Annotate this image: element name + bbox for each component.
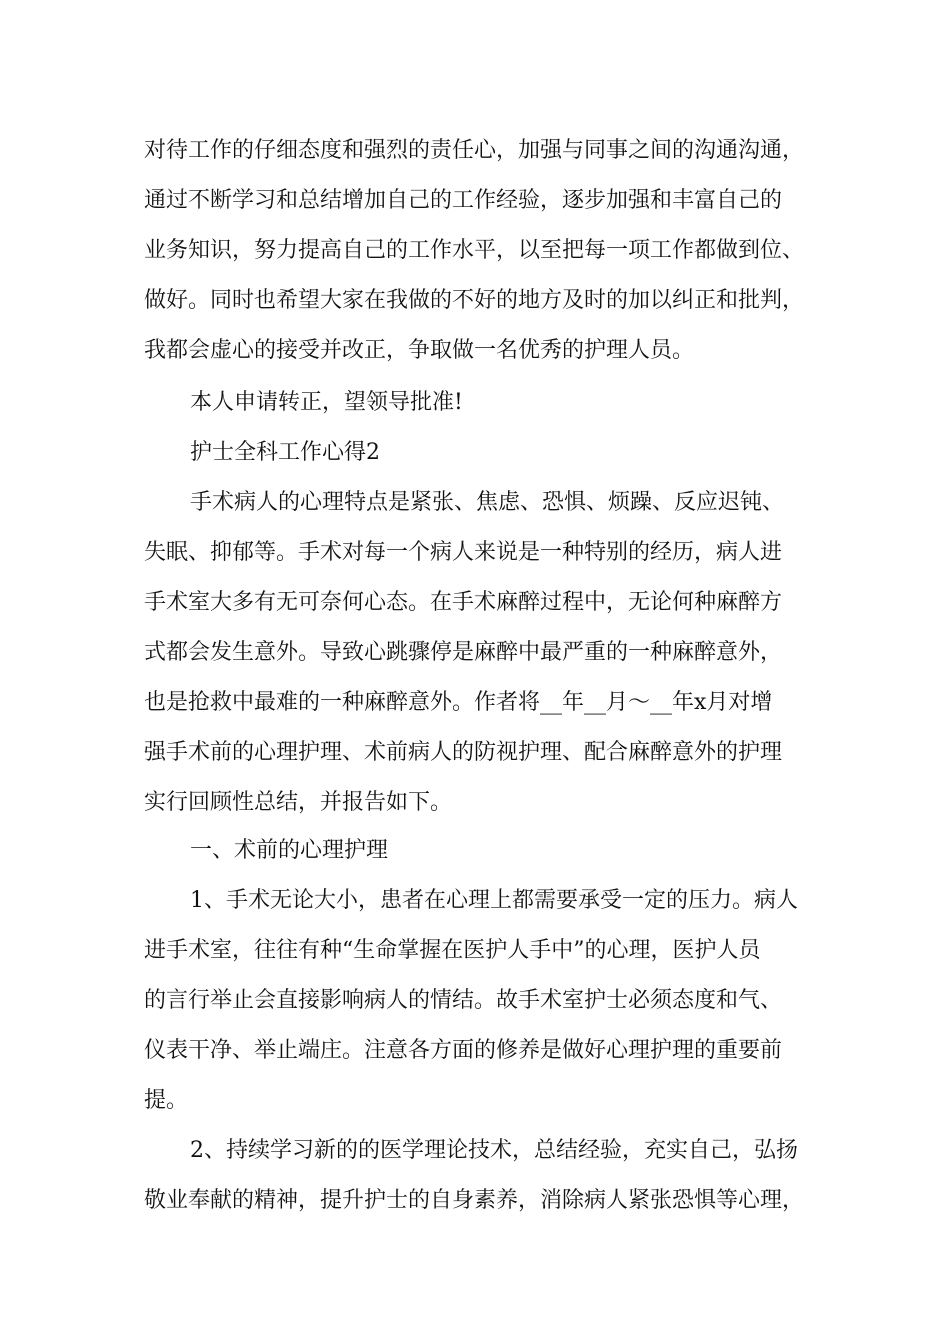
text-line: 进手术室，往往有种“生命掌握在医护人手中”的心理，医护人员 xyxy=(144,938,761,963)
text-line: 本人申请转正，望领导批准! xyxy=(190,390,463,415)
text-line: 对待工作的仔细态度和强烈的责任心，加强与同事之间的沟通沟通， xyxy=(144,138,805,163)
text-line: 也是抢救中最难的一种麻醉意外。作者将__年__月～__年x月对增 xyxy=(144,690,773,715)
text-line: 做好。同时也希望大家在我做的不好的地方及时的加以纠正和批判， xyxy=(144,288,805,313)
text-line: 我都会虚心的接受并改正，争取做一名优秀的护理人员。 xyxy=(144,338,695,363)
text-line: 提。 xyxy=(144,1088,189,1113)
text-line: 仪表干净、举止端庄。注意各方面的修养是做好心理护理的重要前 xyxy=(144,1038,783,1063)
text-line: 敬业奉献的精神，提升护士的自身素养，消除病人紧张恐惧等心理， xyxy=(144,1188,805,1213)
text-line: 失眠、抑郁等。手术对每一个病人来说是一种特别的经历，病人进 xyxy=(144,540,783,565)
text-line: 手术室大多有无可奈何心态。在手术麻醉过程中，无论何种麻醉方 xyxy=(144,590,783,615)
text-line: 强手术前的心理护理、术前病人的防视护理、配合麻醉意外的护理 xyxy=(144,740,783,765)
section-title: 护士全科工作心得2 xyxy=(190,440,380,465)
section-heading: 一、术前的心理护理 xyxy=(190,838,389,863)
text-line: 式都会发生意外。导致心跳骤停是麻醉中最严重的一种麻醉意外， xyxy=(144,640,783,665)
text-line: 的言行举止会直接影响病人的情结。故手术室护士必须态度和气、 xyxy=(144,988,783,1013)
text-line: 业务知识，努力提高自己的工作水平，以至把每一项工作都做到位、 xyxy=(144,238,805,263)
text-line: 2、持续学习新的的医学理论技术，总结经验，充实自己，弘扬 xyxy=(190,1138,798,1163)
text-line: 通过不断学习和总结增加自己的工作经验，逐步加强和丰富自己的 xyxy=(144,188,783,213)
text-line: 1、手术无论大小，患者在心理上都需要承受一定的压力。病人 xyxy=(190,888,798,913)
text-line: 手术病人的心理特点是紧张、焦虑、恐惧、烦躁、反应迟钝、 xyxy=(190,490,785,515)
text-line: 实行回顾性总结，并报告如下。 xyxy=(144,790,453,815)
